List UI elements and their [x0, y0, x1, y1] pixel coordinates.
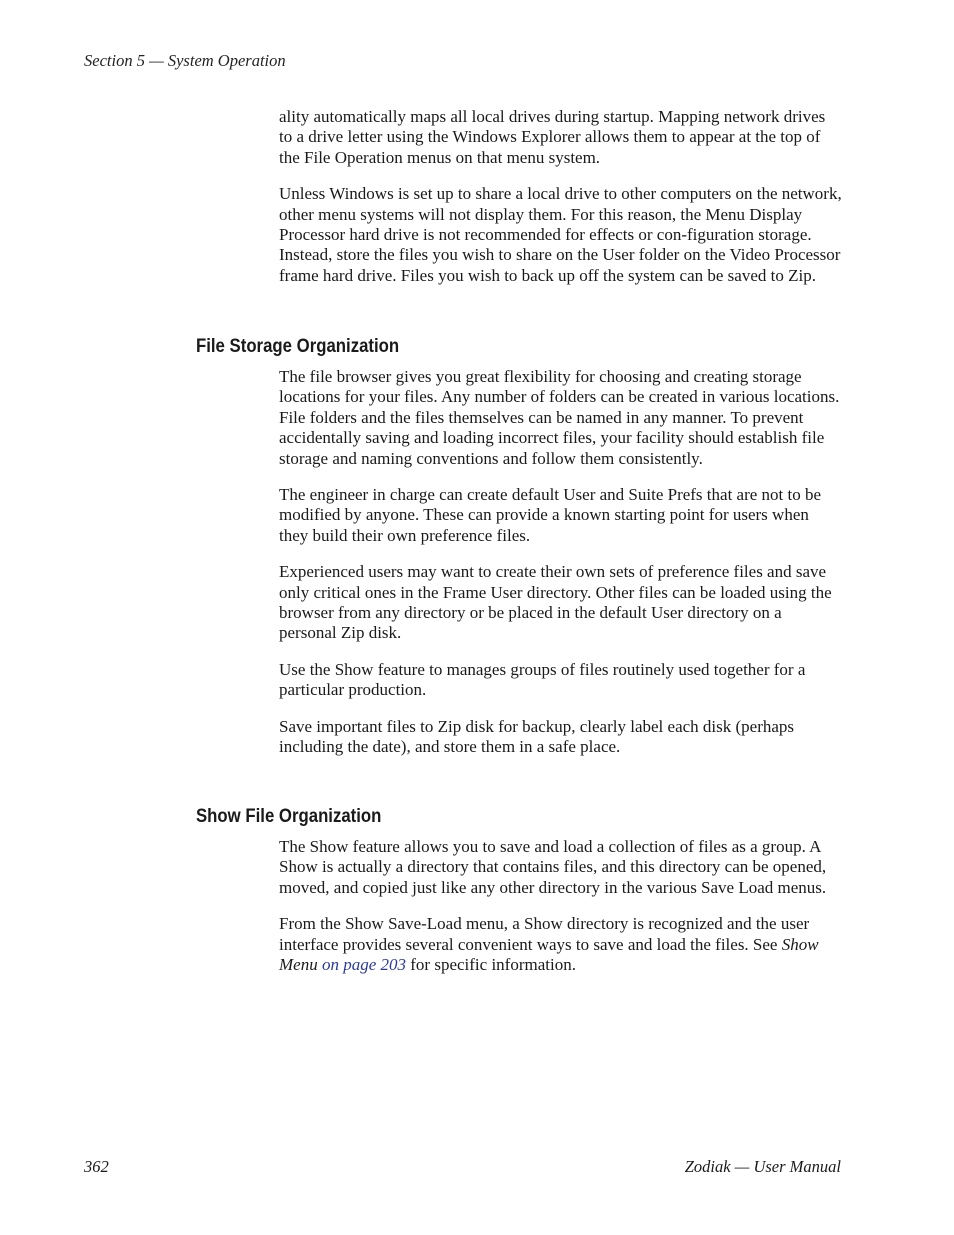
- file-storage-paragraph-5: Save important files to Zip disk for backup, clearly label each disk (perhaps including the date), and store them in a safe place.: [279, 716, 795, 757]
- running-header: Section 5 — System Operation: [84, 51, 286, 70]
- file-storage-paragraph-1: The file browser gives you great flexibility for choosing and creating storage locations for your files. Any number of folders can be created in various locations. File folders and the files themselves can be named in any manner. To prevent accidentally saving and loading incorrect files, your facility should establish file storage and naming conventions and follow them consistently.: [279, 367, 840, 468]
- file-storage-heading: File Storage Organization: [196, 335, 400, 357]
- intro-paragraph-1: ality automatically maps all local drives during startup. Mapping network drives to a drive letter using the Windows Explorer allows them to appear at the top of the File Operation menus on that menu system.: [279, 107, 826, 167]
- intro-paragraph-2: Unless Windows is set up to share a local drive to other computers on the network, other menu systems will not display them. For this reason, the Menu Display Processor hard drive is not recommended for effects or con-figuration storage. Instead, store the files you wish to share on the User folder on the Video Processor frame hard drive. Files you wish to back up off the system can be saved to Zip.: [279, 184, 842, 285]
- file-storage-paragraph-3: Experienced users may want to create their own sets of preference files and save only critical ones in the Frame User directory. Other files can be loaded using the browser from any directory or be placed in the default User directory on a personal Zip disk.: [279, 562, 832, 643]
- show-file-paragraph-2-end: for specific information.: [410, 955, 576, 975]
- page-203-link[interactable]: on page 203: [321, 955, 407, 975]
- intro-section: [279, 107, 842, 286]
- show-file-heading: Show File Organization: [196, 805, 382, 827]
- file-storage-paragraph-2: The engineer in charge can create default User and Suite Prefs that are not to be modified by anyone. These can provide a known starting point for users when they build their own preference files.: [279, 485, 822, 545]
- show-file-paragraph-2-text: From the Show Save-Load menu, a Show directory is recognized and the user interface provides several convenient ways to save and load the files. See: [279, 914, 810, 954]
- show-file-paragraph-2: [279, 914, 842, 975]
- show-file-section: [279, 837, 842, 975]
- show-file-paragraph-1: The Show feature allows you to save and load a collection of files as a group. A Show is actually a directory that contains files, and this directory can be opened, moved, and copied just like any other directory in the various Save Load menus.: [279, 837, 827, 897]
- file-storage-paragraph-4: Use the Show feature to manages groups of files routinely used together for a particular production.: [279, 659, 806, 700]
- page-number: 362: [84, 1157, 109, 1176]
- show-menu-reference: Show Menu: [279, 934, 819, 975]
- manual-title: Zodiak — User Manual: [684, 1157, 841, 1176]
- file-storage-section: [279, 367, 842, 758]
